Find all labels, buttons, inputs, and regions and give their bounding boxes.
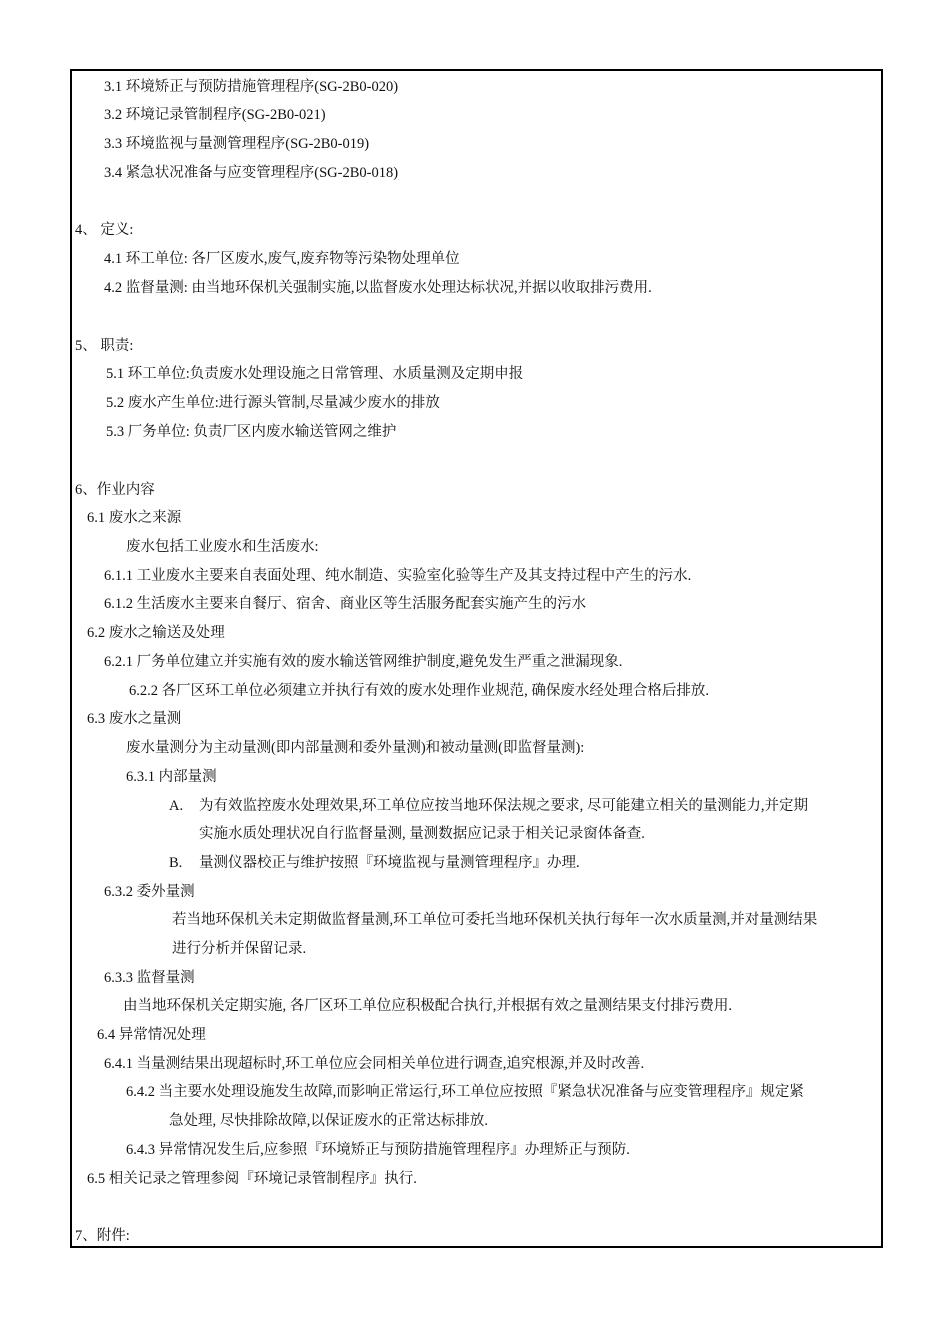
item-6-3-1-a-line-1: 为有效监控废水处理效果,环工单位应按当地环保法规之要求, 尽可能建立相关的量测能力,并定期 [199, 798, 808, 814]
item-6-4-3: 6.4.3 异常情况发生后,应参照『环境矫正与预防措施管理程序』办理矫正与预防. [126, 1142, 630, 1158]
item-6-3-3: 6.3.3 监督量测 [104, 970, 195, 986]
item-6-1-2: 6.1.2 生活废水主要来自餐厅、宿舍、商业区等生活服务配套实施产生的污水 [104, 596, 587, 612]
section-5-heading: 5、 职责: [75, 338, 134, 354]
definition-4-2: 4.2 监督量测: 由当地环保机关强制实施,以监督废水处理达标状况,并据以收取排污费用. [104, 280, 652, 296]
subsection-6-4: 6.4 异常情况处理 [97, 1027, 206, 1043]
subsection-6-3: 6.3 废水之量测 [87, 711, 182, 727]
item-6-3-1: 6.3.1 内部量测 [126, 769, 217, 785]
item-6-2-1: 6.2.1 厂务单位建立并实施有效的废水输送管网维护制度,避免发生严重之泄漏现象. [104, 654, 623, 670]
item-6-3-2-line-2: 进行分析并保留记录. [172, 941, 307, 957]
section-4-heading: 4、 定义: [75, 222, 134, 238]
ref-3-3: 3.3 环境监视与量测管理程序(SG-2B0-019) [104, 136, 370, 152]
list-marker-a: A. [169, 798, 184, 814]
responsibility-5-1: 5.1 环工单位:负责废水处理设施之日常管理、水质量测及定期申报 [106, 366, 524, 382]
item-6-3-2: 6.3.2 委外量测 [104, 884, 195, 900]
item-6-3-3-body: 由当地环保机关定期实施, 各厂区环工单位应积极配合执行,并根据有效之量测结果支付排污费用. [123, 998, 732, 1014]
list-marker-b: B. [169, 855, 183, 871]
item-6-3-2-line-1: 若当地环保机关未定期做监督量测,环工单位可委托当地环保机关执行每年一次水质量测,并对量测结果 [172, 912, 818, 928]
item-6-3-1-b: 量测仪器校正与维护按照『环境监视与量测管理程序』办理. [199, 855, 580, 871]
ref-3-1: 3.1 环境矫正与预防措施管理程序(SG-2B0-020) [104, 79, 399, 95]
item-6-4-2-line-2: 急处理, 尽快排除故障,以保证废水的正常达标排放. [169, 1113, 488, 1129]
section-6-heading: 6、作业内容 [75, 482, 155, 498]
item-6-1-1: 6.1.1 工业废水主要来自表面处理、纯水制造、实验室化验等生产及其支持过程中产生的污水. [104, 568, 692, 584]
item-6-2-2: 6.2.2 各厂区环工单位必须建立并执行有效的废水处理作业规范, 确保废水经处理合格后排放. [129, 683, 709, 699]
responsibility-5-3: 5.3 厂务单位: 负责厂区内废水输送管网之维护 [106, 424, 397, 440]
subsection-6-1: 6.1 废水之来源 [87, 510, 182, 526]
ref-3-4: 3.4 紧急状况准备与应变管理程序(SG-2B0-018) [104, 165, 399, 181]
paragraph-6-3-intro: 废水量测分为主动量测(即内部量测和委外量测)和被动量测(即监督量测): [126, 740, 585, 756]
definition-4-1: 4.1 环工单位: 各厂区废水,废气,废弃物等污染物处理单位 [104, 251, 460, 267]
subsection-6-5: 6.5 相关记录之管理参阅『环境记录管制程序』执行. [87, 1171, 417, 1187]
section-7-heading: 7、附件: [75, 1228, 130, 1244]
responsibility-5-2: 5.2 废水产生单位:进行源头管制,尽量减少废水的排放 [106, 395, 440, 411]
item-6-3-1-a-line-2: 实施水质处理状况自行监督量测, 量测数据应记录于相关记录窗体备查. [199, 826, 645, 842]
ref-3-2: 3.2 环境记录管制程序(SG-2B0-021) [104, 107, 326, 123]
item-6-4-1: 6.4.1 当量测结果出现超标时,环工单位应会同相关单位进行调查,追究根源,并及时改善. [104, 1056, 645, 1072]
item-6-4-2-line-1: 6.4.2 当主要水处理设施发生故障,而影响正常运行,环工单位应按照『紧急状况准备与应变管理程序』规定紧 [126, 1084, 804, 1100]
paragraph-6-1-intro: 废水包括工业废水和生活废水: [126, 539, 319, 555]
subsection-6-2: 6.2 废水之输送及处理 [87, 625, 225, 641]
